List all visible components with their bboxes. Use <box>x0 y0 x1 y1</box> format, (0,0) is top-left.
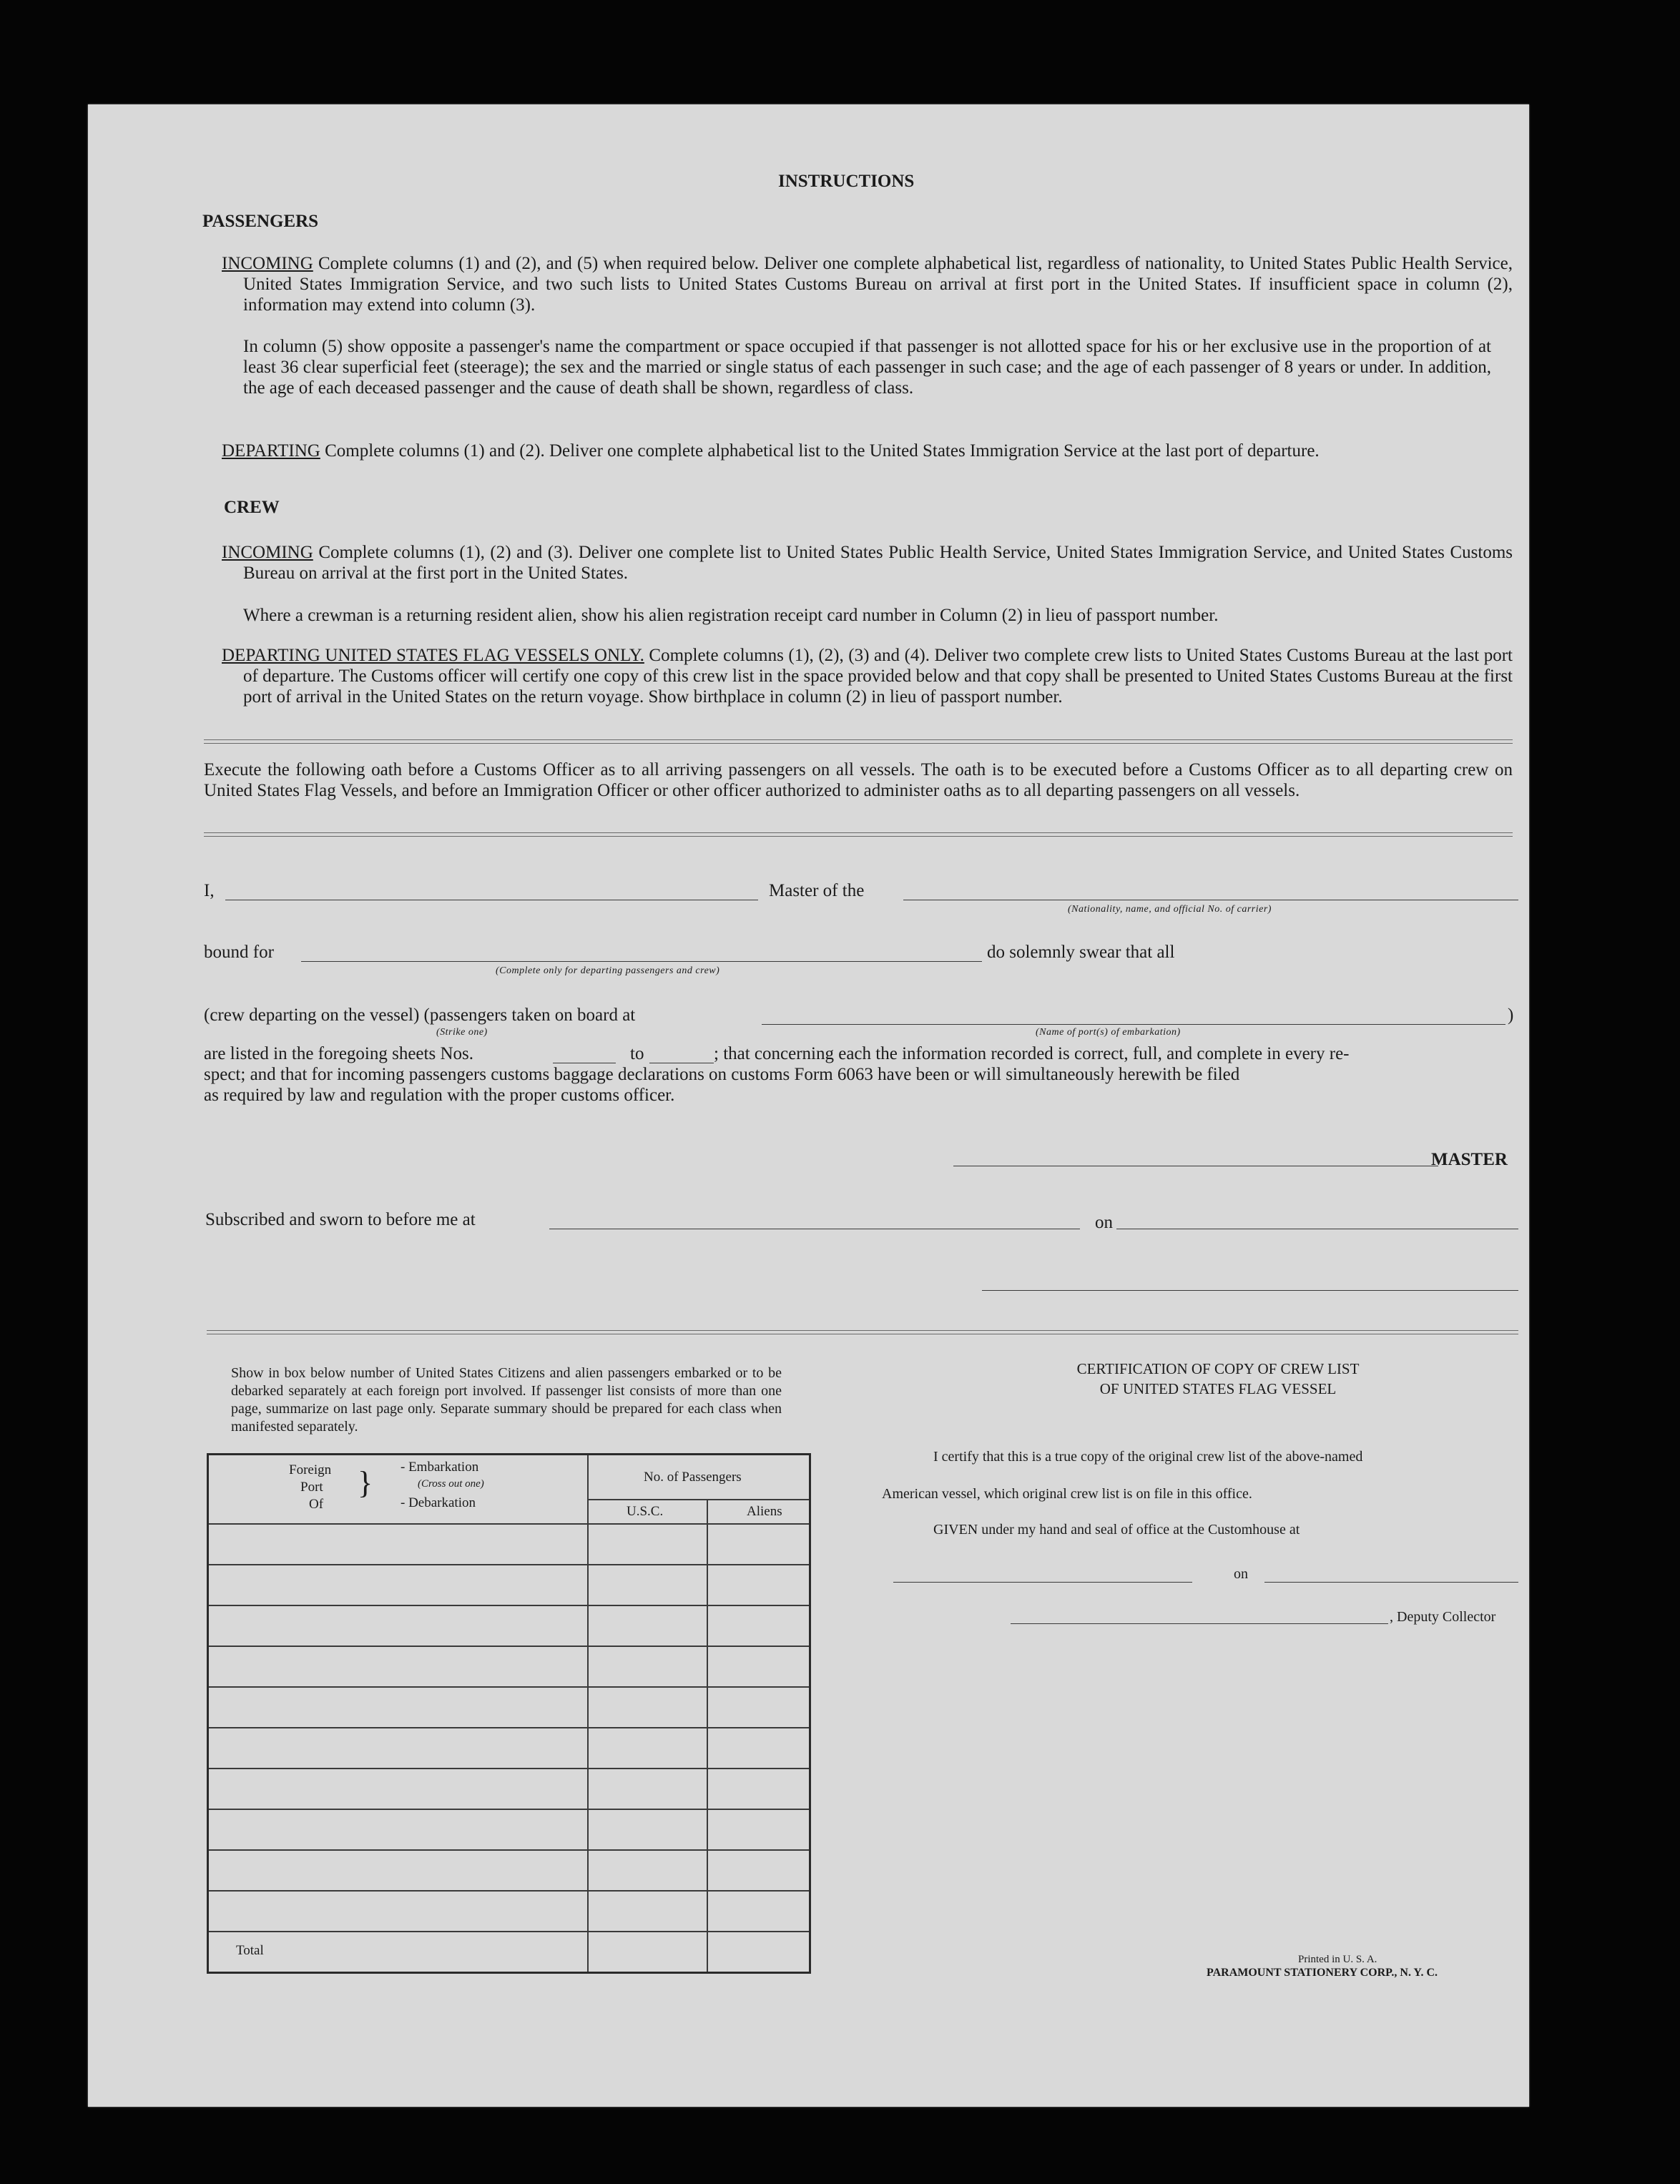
brace-icon: } <box>358 1465 373 1500</box>
passengers-departing-text: Complete columns (1) and (2). Deliver one complete alphabetical list to the United States Immigration Service at the last port of departure. <box>320 441 1320 461</box>
debarkation-label: - Debarkation <box>401 1495 476 1510</box>
divider-double <box>207 1330 1518 1334</box>
passengers-departing-paragraph <box>222 441 1513 461</box>
master-label: MASTER <box>1431 1150 1508 1169</box>
certify-line-1: I certify that this is a true copy of the original crew list of the above-named <box>933 1449 1363 1465</box>
aliens-header: Aliens <box>747 1504 782 1519</box>
carrier-caption: (Nationality, name, and official No. of carrier) <box>1068 904 1272 915</box>
certification-heading-1: CERTIFICATION OF COPY OF CREW LIST <box>1076 1360 1360 1377</box>
divider-double <box>204 739 1513 744</box>
deputy-collector-label: , Deputy Collector <box>1390 1609 1496 1625</box>
certification-heading-2: OF UNITED STATES FLAG VESSEL <box>1099 1380 1337 1397</box>
master-of-the-label: Master of the <box>769 881 865 900</box>
given-line: GIVEN under my hand and seal of office at the Customhouse at <box>933 1522 1300 1538</box>
crew-departing-text: (crew departing on the vessel) (passengers taken on board at <box>204 1005 636 1025</box>
page-title: INSTRUCTIONS <box>778 172 915 191</box>
crew-incoming-text: Complete columns (1), (2) and (3). Deliver one complete list to United States Public Health Service, United States Immigration Service, and United States Customs Bureau on arrival at the first port in the United States. <box>243 543 1513 583</box>
passengers-incoming-text: Complete columns (1) and (2), and (5) when required below. Deliver one complete alphabetical list, regardless of nationality, to United States Public Health Service, United States Immigration Service, and two such lists to United States Customs Bureau on arrival at first port in the United States. If insufficient space in column (2), information may extend into column (3). <box>243 254 1513 315</box>
port-label: Port <box>300 1480 323 1495</box>
strike-caption: (Strike one) <box>436 1027 488 1038</box>
listed-text-b: ; that concerning each the information recorded is correct, full, and complete in every re- <box>714 1044 1350 1063</box>
passengers-column5-paragraph: In column (5) show opposite a passenger's name the compartment or space occupied if that passenger is not allotted space for his or her exclusive use in the proportion of at least 36 clear superficial feet (steerage); the sex and the married or single status of each passenger in such case; and the age of each passenger of 8 years or under. In addition, the age of each deceased passenger and the cause of death shall be shown, regardless of class. <box>243 337 1491 398</box>
crew-incoming-paragraph <box>222 542 1513 584</box>
deputy-signature-line[interactable] <box>1011 1623 1388 1624</box>
divider-double <box>204 832 1513 837</box>
crew-incoming-label: INCOMING <box>222 543 313 562</box>
passenger-summary-table <box>207 1453 811 1974</box>
printer-line-1: Printed in U. S. A. <box>1298 1954 1377 1965</box>
close-paren: ) <box>1508 1005 1514 1025</box>
subscribed-label: Subscribed and sworn to before me at <box>205 1210 476 1229</box>
bound-for-line[interactable] <box>301 961 982 962</box>
officer-signature-line[interactable] <box>982 1290 1518 1291</box>
usc-header: U.S.C. <box>627 1504 664 1519</box>
embarkation-label: - Embarkation <box>401 1460 479 1475</box>
listed-text-line3: as required by law and regulation with the proper customs officer. <box>204 1086 675 1105</box>
no-passengers-header: No. of Passengers <box>644 1470 742 1485</box>
passengers-heading: PASSENGERS <box>202 212 319 231</box>
summary-instructions: Show in box below number of United States Citizens and alien passengers embarked or to be debarked separately at each foreign port involved. If passenger list consists of more than one page, summarize on last page only. Separate summary should be prepared for each class when manifested separately. <box>231 1365 782 1435</box>
listed-to-label: to <box>630 1044 644 1063</box>
listed-text-a: are listed in the foregoing sheets Nos. <box>204 1044 473 1063</box>
passengers-incoming-label: INCOMING <box>222 254 313 273</box>
cross-out-label: (Cross out one) <box>418 1478 484 1490</box>
certify-line-2: American vessel, which original crew list is on file in this office. <box>882 1486 1252 1502</box>
certification-date-line[interactable] <box>1264 1582 1518 1583</box>
passengers-departing-label: DEPARTING <box>222 441 320 461</box>
printer-line-2: PARAMOUNT STATIONERY CORP., N. Y. C. <box>1207 1967 1438 1979</box>
bound-for-caption: (Complete only for departing passengers and crew) <box>496 965 720 976</box>
oath-instructions: Execute the following oath before a Customs Officer as to all arriving passengers on all vessels. The oath is to be executed before a Customs Officer as to all departing crew on United States Flag Vessels, and before an Immigration Officer or other officer authorized to administer oaths as to all departing passengers on all vessels. <box>204 760 1513 800</box>
total-label: Total <box>236 1943 264 1958</box>
crew-flag-vessels-paragraph <box>222 645 1513 707</box>
crew-flag-vessels-label: DEPARTING UNITED STATES FLAG VESSELS ONLY. <box>222 646 644 665</box>
swear-text: do solemnly swear that all <box>987 943 1175 962</box>
passengers-incoming-paragraph <box>222 253 1513 315</box>
crew-alien-paragraph: Where a crewman is a returning resident alien, show his alien registration receipt card number in Column (2) in lieu of passport number. <box>243 606 1219 625</box>
port-embarkation-line[interactable] <box>762 1024 1505 1025</box>
listed-text-line2: spect; and that for incoming passengers customs baggage declarations on customs Form 6063 have been or will simultaneously herewith be filed <box>204 1065 1240 1084</box>
oath-i-label: I, <box>204 881 215 900</box>
form-sheet <box>88 104 1529 2107</box>
crew-heading: CREW <box>224 498 280 517</box>
of-label: Of <box>309 1497 324 1512</box>
foreign-label: Foreign <box>289 1462 332 1477</box>
certification-on-label: on <box>1234 1566 1248 1582</box>
sworn-on-label: on <box>1095 1213 1113 1232</box>
customhouse-line[interactable] <box>893 1582 1192 1583</box>
crew-flag-vessels-text: Complete columns (1), (2), (3) and (4). Deliver two complete crew lists to United States Customs Bureau at the last port of departure. The Customs officer will certify one copy of this crew list in the space provided below and that copy shall be presented to United States Customs Bureau at the first port of arrival in the United States on the return voyage. Show birthplace in column (2) in lieu of passport number. <box>243 646 1513 707</box>
bound-for-label: bound for <box>204 943 274 962</box>
port-caption: (Name of port(s) of embarkation) <box>1036 1027 1181 1038</box>
